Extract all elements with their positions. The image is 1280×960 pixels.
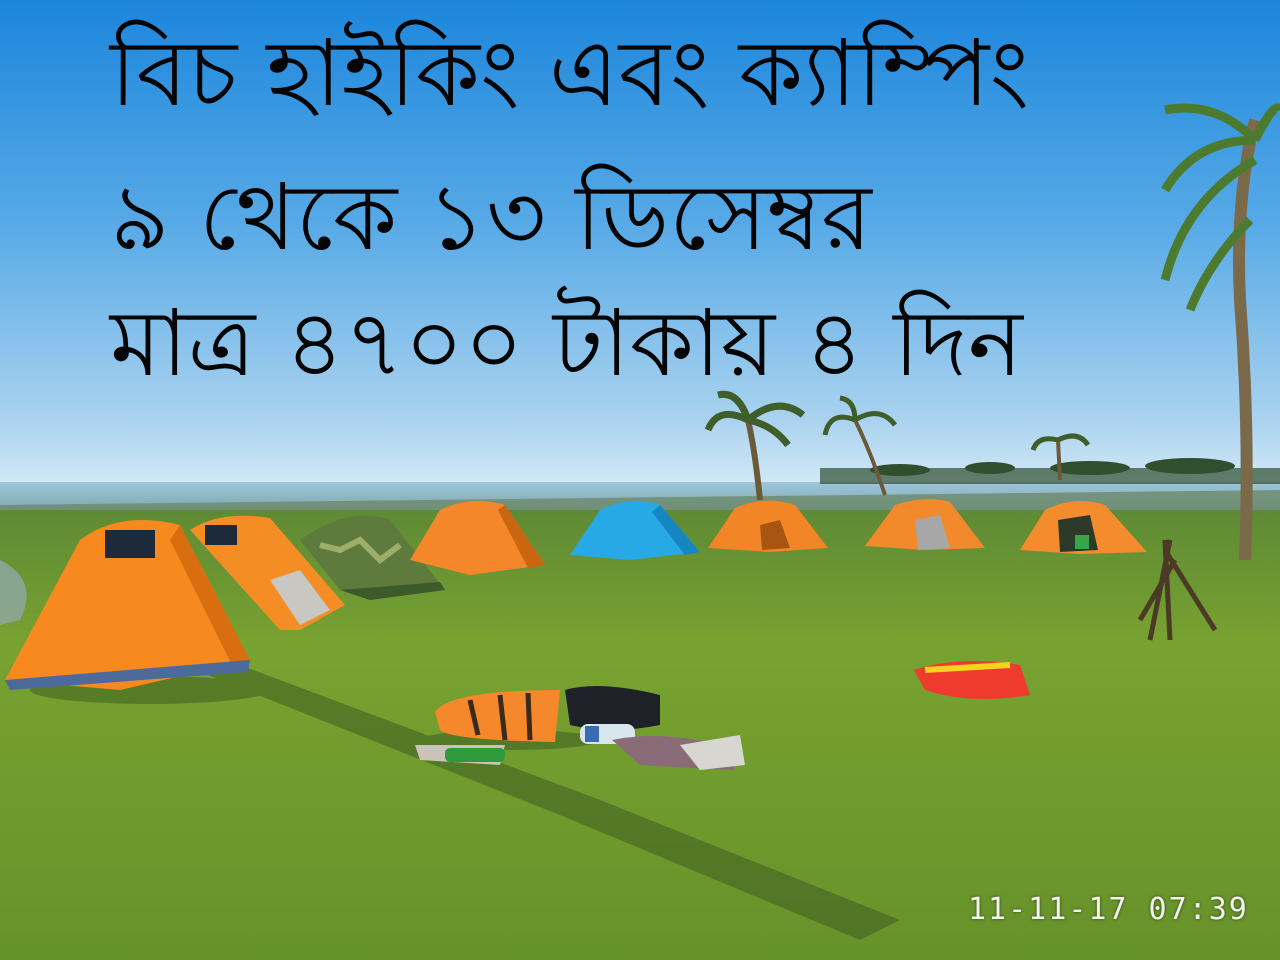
headline-line-2: ৯ থেকে ১৩ ডিসেম্বর bbox=[110, 164, 872, 271]
headline-line-1: বিচ হাইকিং এবং ক্যাম্পিং bbox=[110, 20, 1030, 127]
headline-line-3: মাত্র ৪৭০০ টাকায় ৪ দিন bbox=[110, 290, 1023, 397]
photo-timestamp: 11-11-17 07:39 bbox=[968, 892, 1249, 927]
